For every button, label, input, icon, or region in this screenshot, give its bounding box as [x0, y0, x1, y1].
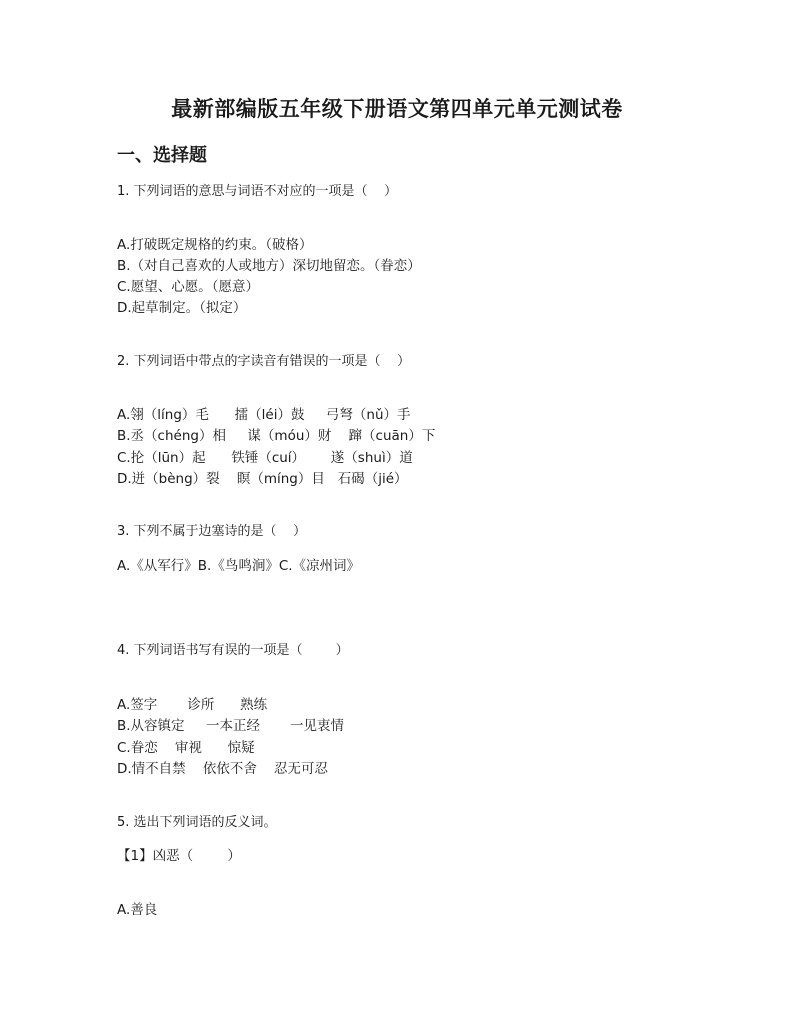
option-a: A.签字 诊所 熟练: [117, 697, 268, 713]
option-c: C.眷恋 审视 惊疑: [117, 740, 255, 756]
option-c: C.抡（lūn）起 铁锤（cuí） 遂（shuì）道: [117, 450, 413, 466]
question-stem: 4. 下列词语书写有误的一项是（ ）: [117, 643, 349, 658]
option-a: A.打破既定规格的约束。（破格）: [117, 237, 313, 253]
option-a: A.翎（líng）毛 擂（léi）鼓 弓弩（nǔ）手: [117, 407, 411, 423]
option-b: B.（对自己喜欢的人或地方）深切地留恋。（眷恋）: [117, 258, 421, 274]
page-title: 最新部编版五年级下册语文第四单元单元测试卷: [171, 96, 623, 121]
option-b: B.从容镇定 一本正经 一见衷情: [117, 718, 345, 734]
option-d: D.迸（bèng）裂 瞑（míng）目 石碣（jié）: [117, 471, 408, 487]
sub-question: 【1】凶恶（ ）: [117, 848, 241, 864]
question-stem: 1. 下列词语的意思与词语不对应的一项是（ ）: [117, 184, 398, 199]
section-heading: 一、选择题: [117, 145, 207, 166]
question-stem: 2. 下列词语中带点的字读音有错误的一项是（ ）: [117, 354, 411, 369]
option-d: D.情不自禁 依依不舍 忍无可忍: [117, 761, 329, 777]
option-c: C.愿望、心愿。（愿意）: [117, 279, 259, 295]
question-stem: 5. 选出下列词语的反义词。: [117, 815, 277, 830]
option-a: A.《从军行》B.《鸟鸣涧》C.《凉州词》: [117, 558, 361, 574]
option-b: B.丞（chéng）相 谋（móu）财 蹿（cuān）下: [117, 428, 436, 444]
option-d: D.起草制定。（拟定）: [117, 300, 247, 316]
question-stem: 3. 下列不属于边塞诗的是（ ）: [117, 524, 307, 539]
option-a: A.善良: [117, 902, 158, 918]
